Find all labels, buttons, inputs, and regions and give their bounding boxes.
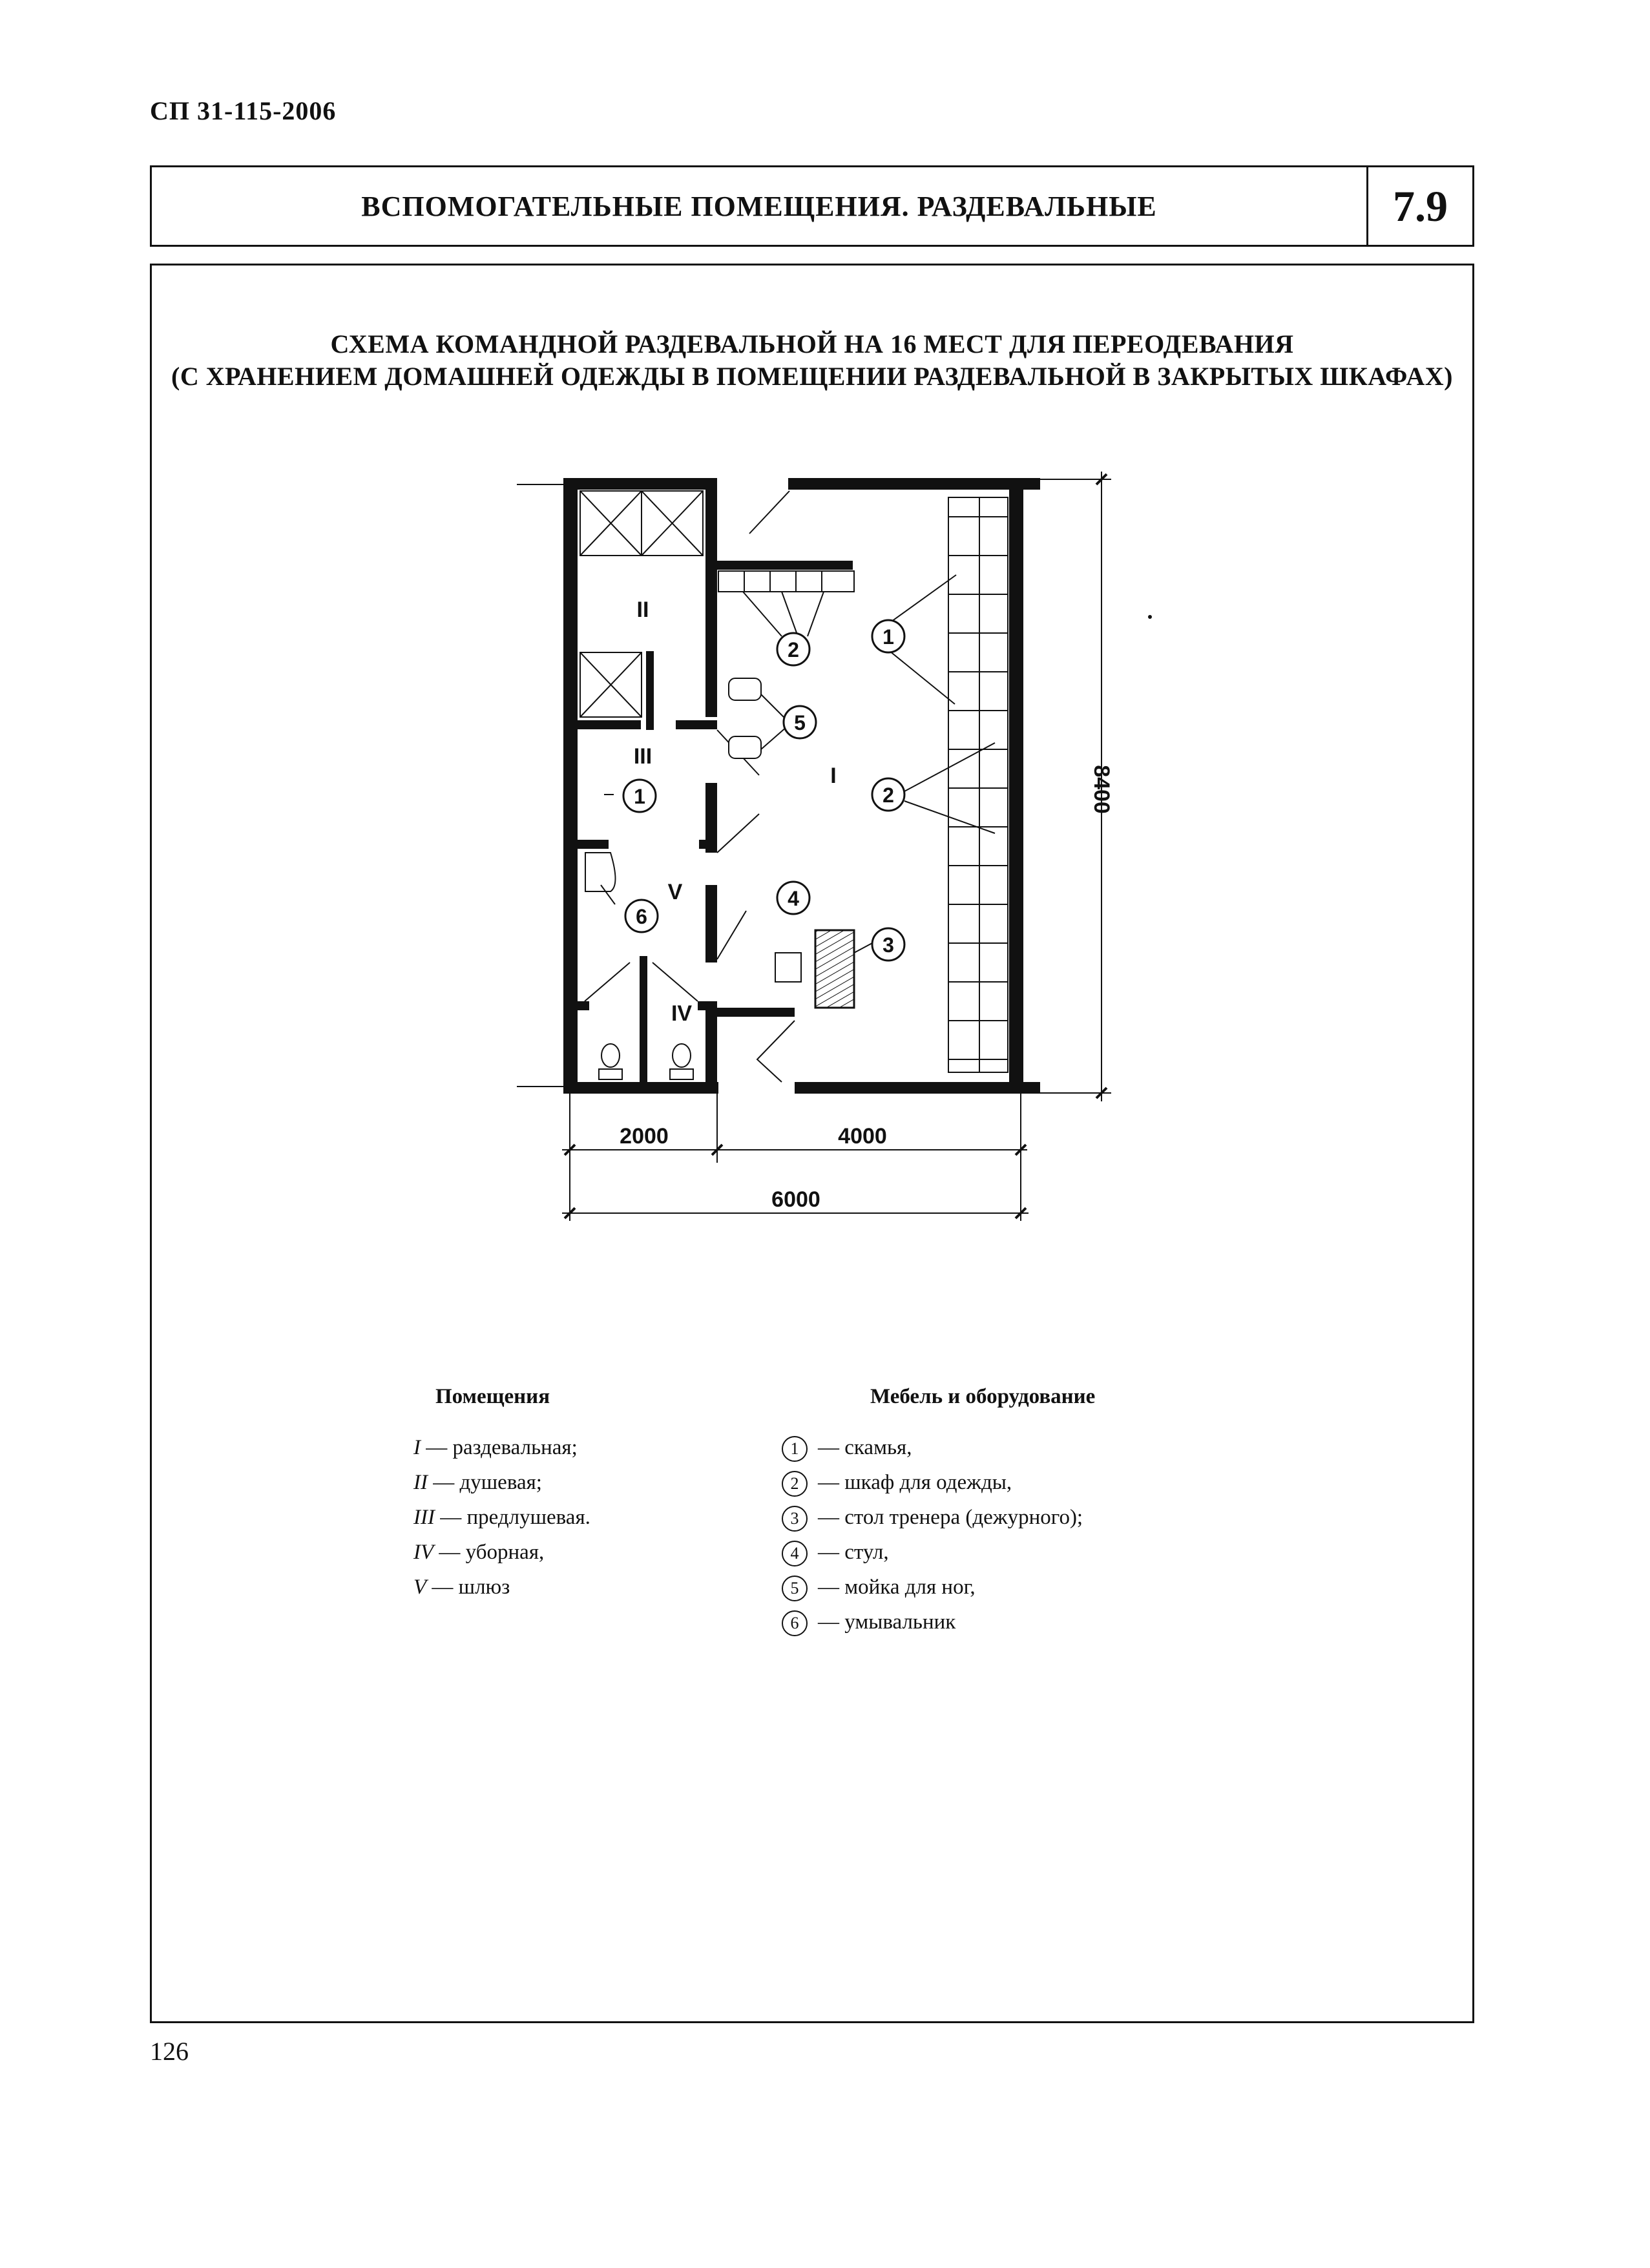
equipment-legend-item: 2 — шкаф для одежды,: [782, 1465, 1083, 1500]
top-lockers: [718, 571, 854, 592]
rooms-legend-item: I — раздевальная;: [413, 1436, 578, 1459]
dimension-8400: 8400: [1089, 765, 1114, 814]
dimension-4000: 4000: [838, 1124, 887, 1149]
callout-6: 6: [636, 905, 647, 928]
callout-1-left: 1: [634, 785, 645, 808]
document-code: СП 31-115-2006: [150, 96, 337, 125]
door-swings: [585, 491, 795, 1082]
equipment-legend-item: 4 — стул,: [782, 1535, 1083, 1570]
scheme-title-line-2: (С ХРАНЕНИЕМ ДОМАШНЕЙ ОДЕЖДЫ В ПОМЕЩЕНИИ РАЗДЕВАЛЬНОЙ В ЗАКРЫТЫХ ШКАФАХ): [171, 362, 1453, 391]
locker-wall: [948, 497, 1008, 1072]
equipment-legend-item: 6 — умывальник: [782, 1605, 1083, 1639]
page-number: 126: [150, 2037, 189, 2066]
dimension-2000: 2000: [620, 1124, 669, 1149]
washbasin: [585, 853, 616, 891]
rooms-legend-item: III — предлушевая.: [413, 1506, 590, 1529]
chair: [775, 953, 801, 982]
rooms-legend-item: IV — уборная,: [413, 1541, 545, 1564]
rooms-heading: Помещения: [435, 1385, 550, 1408]
callout-2-top: 2: [788, 638, 799, 661]
coach-desk: [815, 930, 854, 1008]
stray-dot: [1148, 615, 1152, 619]
equipment-legend-item: 5 — мойка для ног,: [782, 1570, 1083, 1605]
equipment-heading: Мебель и оборудование: [870, 1385, 1096, 1408]
callout-2-right: 2: [882, 784, 894, 807]
room-label-iv: IV: [671, 1001, 693, 1026]
foot-washers: [729, 678, 761, 758]
rooms-legend: [413, 1430, 590, 1605]
callout-3: 3: [882, 933, 894, 957]
room-label-iii: III: [633, 744, 653, 769]
rooms-legend-item: II — душевая;: [413, 1471, 542, 1494]
equipment-legend: [782, 1430, 1083, 1639]
callout-1-top: 1: [882, 625, 894, 649]
dimension-ticks: [565, 474, 1107, 1218]
section-title: ВСПОМОГАТЕЛЬНЫЕ ПОМЕЩЕНИЯ. РАЗДЕВАЛЬНЫЕ: [361, 190, 1157, 222]
dimension-6000: 6000: [771, 1187, 820, 1212]
room-label-i: I: [830, 764, 837, 788]
callout-5: 5: [794, 711, 806, 734]
equipment-legend-item: 1 — скамья,: [782, 1430, 1083, 1465]
callouts: [623, 620, 904, 961]
scheme-title-line-1: СХЕМА КОМАНДНОЙ РАЗДЕВАЛЬНОЙ НА 16 МЕСТ ДЛЯ ПЕРЕОДЕВАНИЯ: [330, 329, 1294, 359]
room-label-ii: II: [636, 598, 649, 622]
section-number: 7.9: [1393, 181, 1448, 231]
equipment-legend-item: 3 — стол тренера (дежурного);: [782, 1500, 1083, 1535]
rooms-legend-item: V — шлюз: [413, 1576, 510, 1599]
room-label-v: V: [667, 880, 683, 904]
callout-4: 4: [788, 887, 799, 910]
